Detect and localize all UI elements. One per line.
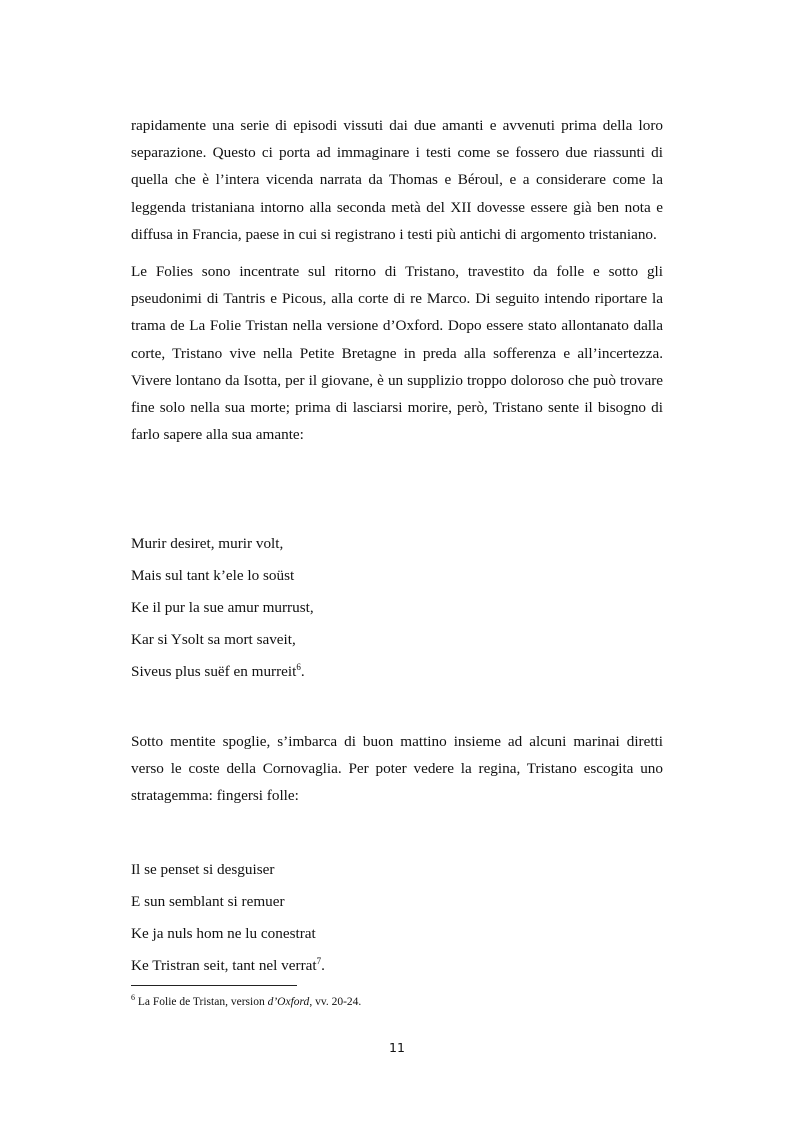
paragraph-1: rapidamente una serie di episodi vissuti dai due amanti e avvenuti prima della loro separazione. Questo ci porta ad immaginare i testi come se fossero due riassunti di quella che è l’intera vicenda narrata da Thomas e Béroul, e a considerare come la leggenda tristaniana intorno alla seconda metà del XII dovesse essere già ben nota e diffusa in Francia, paese in cui si registrano i testi più antichi di argomento tristaniano. — [131, 117, 663, 243]
verse-line: Kar si Ysolt sa mort saveit, — [131, 631, 296, 648]
verse-line: Ke il pur la sue amur murrust, — [131, 599, 314, 616]
verse-line-last — [131, 656, 314, 688]
verse-end-punct: . — [300, 663, 305, 680]
paragraph-2: Le Folies sono incentrate sul ritorno di Tristano, travestito da folle e sotto gli pseudonimi di Tantris e Picous, alla corte di re Marco. Di seguito intendo riportare la trama de La Folie Tristan nella versione d’Oxford. Dopo essere stato allontanato dalla corte, Tristano vive nella Petite Bretagne in preda alla sofferenza e all’incertezza. Vivere lontano da Isotta, per il giovane, è un supplizio troppo doloroso che può trovare fine solo nella sua morte; prima di lasciarsi morire, però, Tristano sente il bisogno di farlo sapere alla sua amante: — [131, 263, 663, 444]
verse-end-punct: . — [321, 957, 325, 974]
footnote-italic: d’Oxford — [267, 996, 310, 1008]
footnote-number: 6 — [131, 993, 135, 1003]
paragraph-3: Sotto mentite spoglie, s’imbarca di buon mattino insieme ad alcuni marinai diretti verso le coste della Cornovaglia. Per poter vedere la regina, Tristano escogita uno stratagemma: fingersi folle: — [131, 733, 663, 805]
footnote-text: La Folie de Tristan, version — [135, 996, 268, 1008]
verse-line: Ke ja nuls hom ne lu conestrat — [131, 925, 316, 942]
verse-quote-1 — [131, 528, 314, 688]
verse-text: Siveus plus suëf en murreit — [131, 663, 297, 680]
verse-text: Ke Tristran seit, tant nel verrat — [131, 957, 317, 974]
verse-line: Murir desiret, murir volt, — [131, 535, 284, 552]
verse-line-last — [131, 950, 325, 982]
page-number: 11 — [389, 1040, 405, 1055]
verse-line: Il se penset si desguiser — [131, 861, 275, 878]
text-block-middle — [131, 728, 663, 810]
footnote-ref-7[interactable]: 7 — [316, 955, 322, 966]
verse-quote-2 — [131, 854, 325, 982]
footnote-separator — [131, 985, 297, 986]
footnote-ref-6[interactable]: 6 — [296, 661, 301, 672]
verse-line: E sun semblant si remuer — [131, 893, 285, 910]
text-block-intro — [131, 112, 663, 448]
footnote-text-end: , vv. 20-24. — [309, 996, 362, 1008]
verse-line: Mais sul tant k’ele lo soüst — [131, 567, 295, 584]
footnote-6 — [131, 994, 361, 1010]
